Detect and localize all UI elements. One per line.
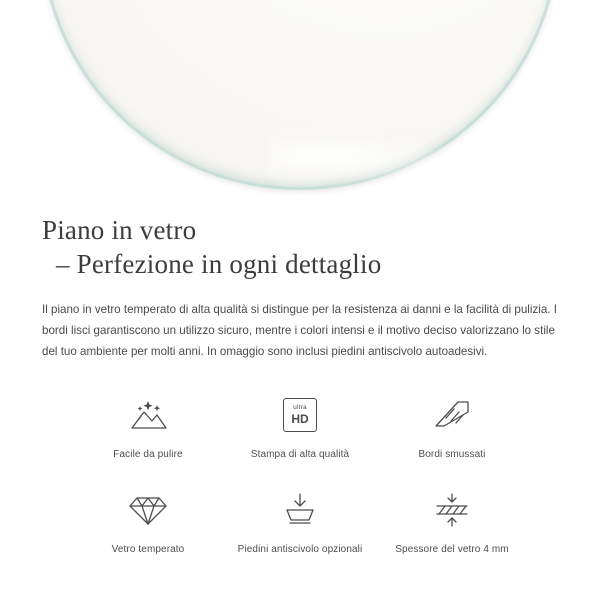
feature-label: Facile da pulire bbox=[113, 449, 183, 460]
feature-label: Bordi smussati bbox=[418, 449, 486, 460]
bevelled-edges-icon bbox=[429, 392, 475, 438]
headline-line-2: – Perfezione in ogni dettaglio bbox=[56, 249, 382, 279]
anti-slip-feet-icon bbox=[277, 487, 323, 533]
feature-high-quality-print bbox=[224, 392, 376, 461]
feature-label: Spessore del vetro 4 mm bbox=[395, 544, 509, 555]
description-paragraph: Il piano in vetro temperato di alta qualità si distingue per la resistenza ai danni e la facilità di pulizia. I bordi lisci garantiscono un utilizzo sicuro, mentre i colori intensi e il motivo deciso valorizzano lo stile del tuo ambiente per molti anni. In omaggio sono inclusi piedini antiscivolo autoadesivi. bbox=[42, 303, 557, 358]
feature-grid bbox=[42, 392, 558, 556]
headline-line-1: Piano in vetro bbox=[42, 215, 197, 245]
ultra-hd-icon bbox=[277, 392, 323, 438]
feature-tempered-glass bbox=[72, 487, 224, 556]
feature-anti-slip-feet bbox=[224, 487, 376, 556]
hero-image bbox=[0, 0, 600, 195]
feature-label: Piedini antiscivolo opzionali bbox=[237, 544, 363, 555]
ultra-hd-top-label: ultra bbox=[293, 404, 307, 412]
page-title bbox=[42, 213, 558, 281]
feature-label: Stampa di alta qualità bbox=[250, 449, 350, 460]
feature-glass-thickness bbox=[376, 487, 528, 556]
glass-plate-shape bbox=[40, 0, 560, 190]
content-area bbox=[0, 195, 600, 556]
feature-label: Vetro temperato bbox=[111, 544, 185, 555]
easy-clean-icon bbox=[125, 392, 171, 438]
tempered-glass-diamond-icon bbox=[125, 487, 171, 533]
glass-thickness-icon bbox=[429, 487, 475, 533]
feature-bevelled-edges bbox=[376, 392, 528, 461]
ultra-hd-bottom-label: HD bbox=[291, 411, 309, 426]
feature-easy-clean bbox=[72, 392, 224, 461]
